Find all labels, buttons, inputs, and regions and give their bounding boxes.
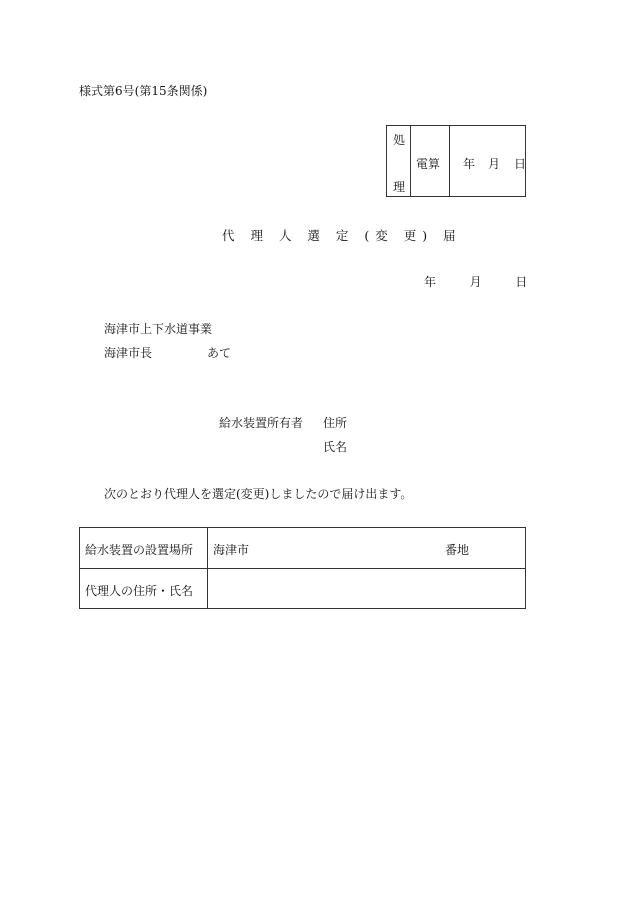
- installation-location-label: 給水装置の設置場所: [85, 543, 194, 557]
- declaration-statement: 次のとおり代理人を選定(変更)しましたので届け出ます。: [104, 487, 413, 501]
- stamp-divider: [410, 126, 411, 196]
- installation-lot-label: 番地: [445, 543, 470, 557]
- dencho-label: 電算: [416, 157, 441, 171]
- stamp-day-label: 日: [514, 157, 527, 171]
- processing-label-top: 処: [393, 133, 406, 147]
- addressee-organization: 海津市上下水道事業: [104, 322, 213, 336]
- stamp-divider: [449, 126, 450, 196]
- date-day-label: 日: [515, 275, 528, 289]
- stamp-month-label: 月: [488, 157, 501, 171]
- date-month-label: 月: [469, 275, 482, 289]
- owner-address-label: 住所: [323, 416, 348, 430]
- addressee-suffix: あて: [207, 346, 232, 360]
- stamp-year-label: 年: [463, 157, 476, 171]
- agent-address-name-label: 代理人の住所・氏名: [85, 584, 194, 598]
- processing-stamp-box: [386, 125, 526, 197]
- owner-label: 給水装置所有者: [219, 416, 304, 430]
- processing-label-bottom: 理: [393, 180, 406, 194]
- installation-city: 海津市: [213, 543, 250, 557]
- owner-name-label: 氏名: [323, 440, 348, 454]
- details-table: [79, 527, 526, 609]
- document-title: 代 理 人 選 定 (変 更) 届: [222, 228, 462, 243]
- form-number: 様式第6号(第15条関係): [79, 84, 208, 98]
- date-year-label: 年: [424, 275, 437, 289]
- table-row-divider: [80, 568, 525, 569]
- addressee-mayor: 海津市長: [104, 346, 153, 360]
- submission-date: [424, 273, 527, 290]
